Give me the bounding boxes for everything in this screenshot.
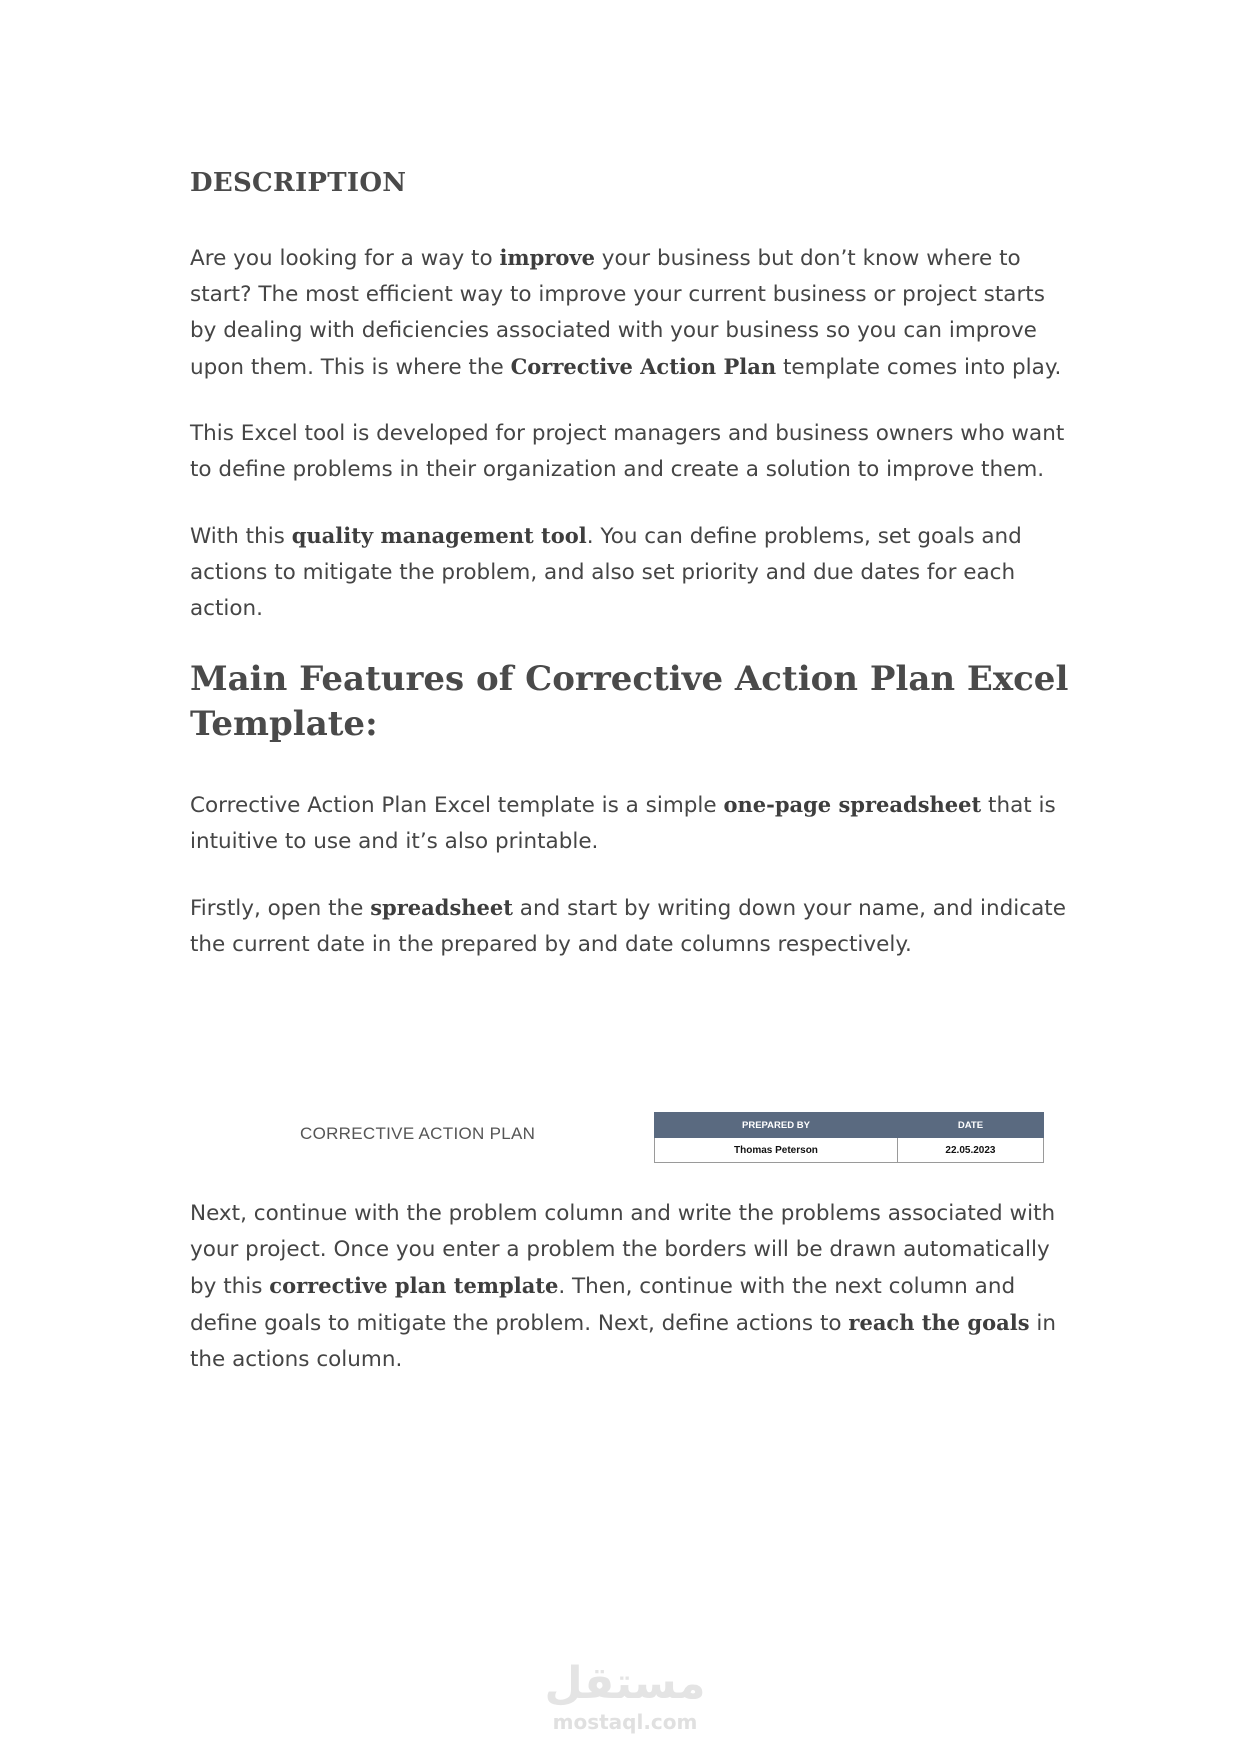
features-paragraph-2	[190, 890, 1070, 963]
text: Next, continue with the problem column and write the problems associated with your project. Once you enter a problem the borders will be drawn automatically by this	[190, 1201, 1056, 1299]
features-paragraph-3	[190, 1196, 1070, 1378]
bold-text: spreadsheet	[370, 895, 513, 920]
date-header: DATE	[897, 1113, 1043, 1138]
sheet-title: CORRECTIVE ACTION PLAN	[300, 1124, 536, 1143]
prepared-by-header: PREPARED BY	[655, 1113, 898, 1138]
table-row	[655, 1138, 1044, 1163]
bold-text: corrective plan template	[269, 1273, 559, 1298]
text: template comes into play.	[776, 355, 1062, 380]
text: Corrective Action Plan Excel template is a simple	[190, 793, 724, 818]
description-heading: DESCRIPTION	[190, 168, 407, 198]
features-paragraph-1	[190, 787, 1070, 860]
text: your business but don’t know where to start? The most efficient way to improve your current business or project starts by dealing with deficiencies associated with your business so you can improve upon them. This is where the	[190, 246, 1045, 380]
date-value: 22.05.2023	[897, 1138, 1043, 1163]
description-paragraph-1	[190, 240, 1070, 386]
prepared-by-table	[654, 1112, 1044, 1163]
bold-text: Corrective Action Plan	[510, 354, 777, 379]
text: in the actions column.	[190, 1311, 1056, 1372]
bold-text: quality management tool	[291, 523, 587, 548]
text: With this	[190, 524, 292, 549]
features-heading: Main Features of Corrective Action Plan Excel Template:	[190, 659, 1069, 744]
bold-text: improve	[499, 245, 595, 270]
document-content	[190, 168, 1070, 993]
text: that is intuitive to use and it’s also printable.	[190, 793, 1056, 854]
spreadsheet-snippet	[190, 1100, 1070, 1170]
prepared-by-value: Thomas Peterson	[655, 1138, 898, 1163]
text: . Then, continue with the next column and define goals to mitigate the problem. Next, define actions to	[190, 1274, 1016, 1336]
text: Are you looking for a way to	[190, 246, 500, 271]
document-content-continued	[190, 1196, 1070, 1408]
description-paragraph-3	[190, 518, 1070, 627]
table-header-row	[655, 1113, 1044, 1138]
watermark-arabic-logo: مستقل	[544, 1658, 706, 1709]
text: Firstly, open the	[190, 896, 371, 921]
description-paragraph-2: This Excel tool is developed for project managers and business owners who want to define problems in their organization and create a solution to improve them.	[190, 421, 1065, 482]
bold-text: one-page spreadsheet	[723, 792, 982, 817]
bold-text: reach the goals	[848, 1310, 1030, 1335]
mostaql-watermark	[540, 1660, 710, 1734]
watermark-latin-text: mostaql.com	[552, 1710, 698, 1734]
text: and start by writing down your name, and indicate the current date in the prepared by and date columns respectively.	[190, 896, 1066, 957]
text: . You can define problems, set goals and actions to mitigate the problem, and also set priority and due dates for each action.	[190, 524, 1022, 621]
